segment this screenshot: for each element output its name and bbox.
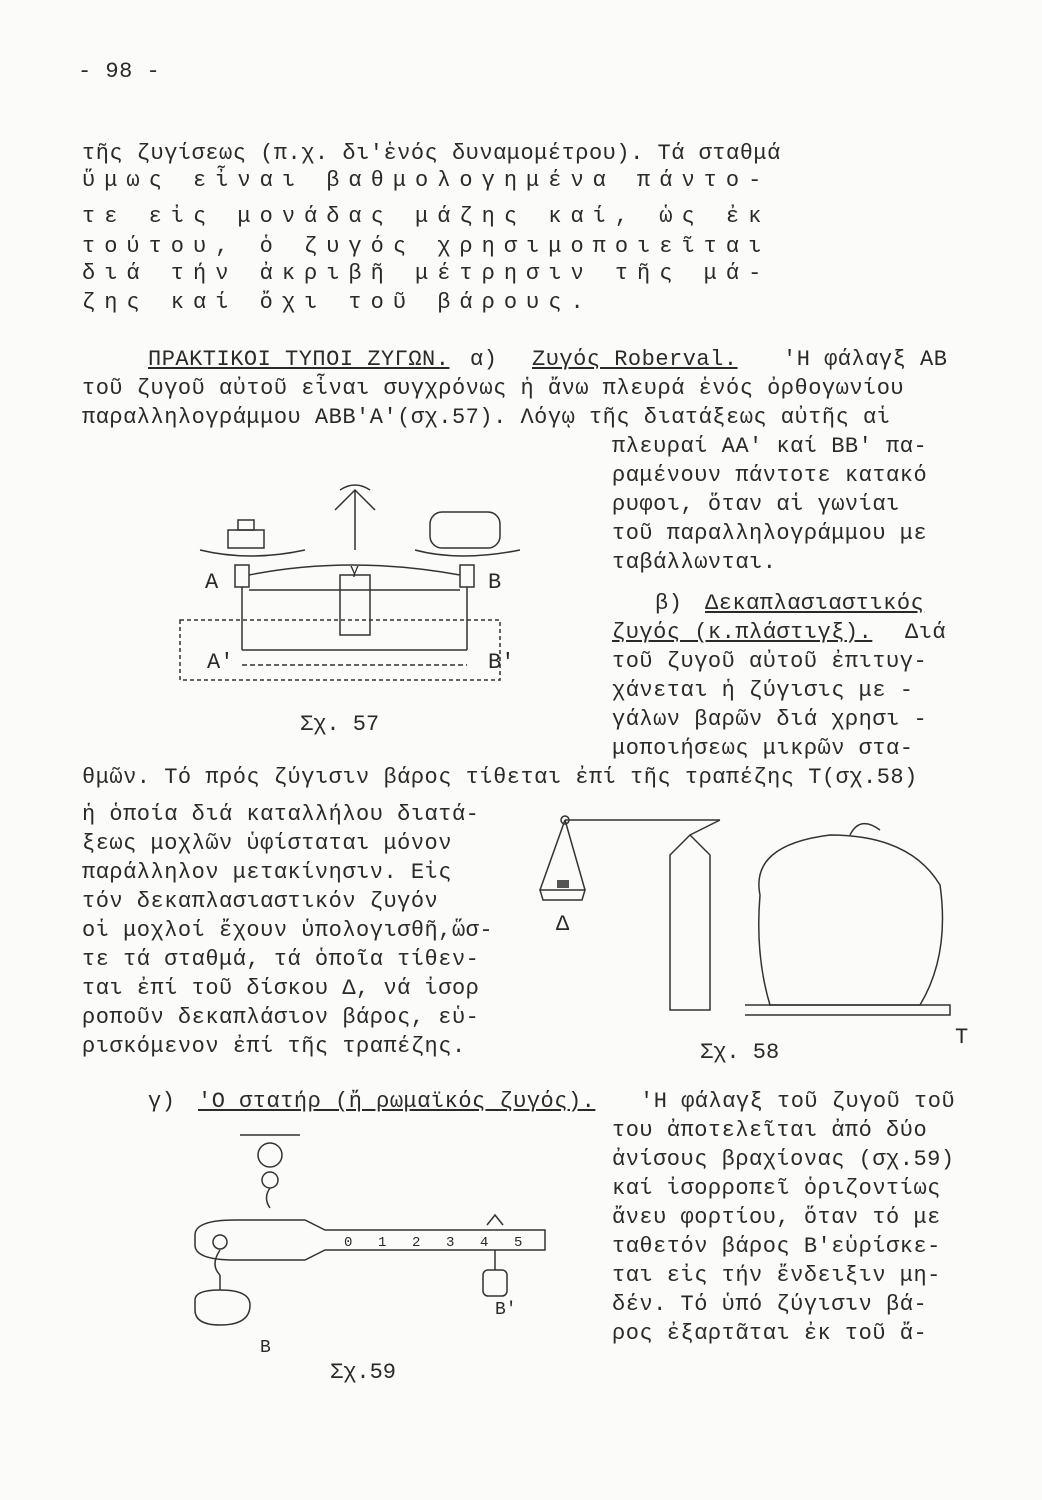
fig59-scale-3: 3: [446, 1235, 455, 1251]
fig58-label-tau: Τ: [955, 1025, 969, 1050]
left-col2-line-8: ροποῦν δεκαπλάσιον βάρος, εὑ-: [82, 1005, 480, 1030]
right-col3-line-6: ται εἰς τήν ἔνδειξιν μη-: [612, 1263, 941, 1288]
para1-line-4: τούτου, ὁ ζυγός χρησιμοποιεῖται: [82, 234, 771, 259]
dec-line-1: Διά: [905, 620, 947, 645]
dec-title-1: Δεκαπλασιαστικός: [705, 591, 925, 616]
dec-title-2: ζυγός (κ.πλάστιγξ).: [612, 620, 873, 645]
dec-line-2: τοῦ ζυγοῦ αὐτοῦ ἐπιτυγ-: [612, 649, 928, 674]
right-col3-line-1: του ἀποτελεῖται ἀπό δύο: [612, 1118, 928, 1143]
fig57-caption: Σχ. 57: [300, 712, 380, 737]
dec-prefix: β): [655, 591, 683, 616]
left-col2-line-4: τόν δεκαπλασιαστικόν ζυγόν: [82, 889, 439, 914]
left-col2-line-7: ται ἐπί τοῦ δίσκου Δ, νά ἰσορ: [82, 976, 480, 1001]
fig59-scale-2: 2: [412, 1235, 421, 1251]
para1-line-2: ὕμως εἶναι βαθμολογημένα πάντο-: [82, 168, 771, 193]
fig59-scale-1: 1: [378, 1235, 387, 1251]
fig59-scale-0: 0: [344, 1235, 353, 1251]
roberval-prefix: α): [470, 347, 498, 372]
right-col3-line-7: δέν. Τό ὑπό ζύγισιν βά-: [612, 1292, 928, 1317]
fig59-label-b: Β: [260, 1338, 271, 1358]
section-heading: ΠΡΑΚΤΙΚΟΙ ΤΥΠΟΙ ΖΥΓΩΝ.: [148, 347, 450, 372]
para1-line-6: ζης καί ὄχι τοῦ βάρους.: [82, 290, 593, 315]
fig58-label-delta: Δ: [556, 912, 570, 937]
roberval-line-2: τοῦ ζυγοῦ αὐτοῦ εἶναι συγχρόνως ἡ ἄνω πλευρά ἑνός ὀρθογωνίου: [82, 376, 905, 401]
left-col2-line-3: παράλληλον μετακίνησιν. Εἰς: [82, 860, 452, 885]
statir-title: 'Ο στατήρ (ἤ ρωμαϊκός ζυγός).: [198, 1089, 596, 1114]
full-line: θμῶν. Τό πρός ζύγισιν βάρος τίθεται ἐπί τῆς τραπέζης Τ(σχ.58): [82, 765, 918, 790]
roberval-line-3: παραλληλογράμμου ΑΒΒ'Α'(σχ.57). Λόγῳ τῆς διατάξεως αὐτῆς αἱ: [82, 405, 891, 430]
fig59-caption: Σχ.59: [330, 1360, 397, 1385]
right-col1-line-3: ρυφοι, ὅταν αἱ γωνίαι: [612, 492, 900, 517]
left-col2-line-2: ξεως μοχλῶν ὑφίσταται μόνον: [82, 831, 452, 856]
right-col3-line-4: ἄνευ φορτίου, ὅταν τό με: [612, 1205, 941, 1230]
fig57-label-gamma: γ: [350, 562, 360, 579]
para1-line-3: τε εἰς μονάδας μάζης καί, ὡς ἐκ: [82, 204, 771, 229]
statir-prefix: γ): [148, 1089, 176, 1114]
fig59-scale-5: 5: [514, 1235, 523, 1251]
dec-line-4: γάλων βαρῶν διά χρησι -: [612, 707, 928, 732]
left-col2-line-6: τε τά σταθμά, τά ὁποῖα τίθεν-: [82, 947, 480, 972]
right-col1-line-5: ταβάλλωνται.: [612, 550, 777, 575]
fig59-scale-4: 4: [480, 1235, 489, 1251]
fig59-label-b-prime: Β': [495, 1300, 517, 1320]
fig57-label-b-prime: Β': [488, 650, 515, 675]
figure-58-decimal-balance: [530, 805, 970, 1035]
roberval-title: Ζυγός Roberval.: [532, 347, 738, 372]
para1-line-1: τῆς ζυγίσεως (π.χ. δι'ἑνός δυναμομέτρου). Τά σταθμά: [82, 141, 781, 166]
left-col2-line-1: ἡ ὁποία διά καταλλήλου διατά-: [82, 802, 480, 827]
right-col3-line-8: ρος ἐξαρτᾶται ἐκ τοῦ ἄ-: [612, 1321, 928, 1346]
fig57-label-b: Β: [488, 570, 502, 595]
right-col3-line-3: καί ἰσορροπεῖ ὁριζοντίως: [612, 1176, 941, 1201]
dec-line-5: μοποιήσεως μικρῶν στα-: [612, 736, 914, 761]
statir-line-1: 'Η φάλαγξ τοῦ ζυγοῦ τοῦ: [640, 1089, 956, 1114]
right-col1-line-4: τοῦ παραλληλογράμμου με: [612, 521, 928, 546]
fig58-caption: Σχ. 58: [700, 1040, 780, 1065]
para1-line-5: διά τήν ἀκριβῆ μέτρησιν τῆς μά-: [82, 261, 771, 286]
left-col2-line-5: οἱ μοχλοί ἔχουν ὑπολογισθῆ,ὥσ-: [82, 918, 494, 943]
right-col1-line-1: πλευραί ΑΑ' καί ΒΒ' πα-: [612, 434, 928, 459]
roberval-line-1: 'Η φάλαγξ ΑΒ: [783, 347, 948, 372]
fig57-label-a-prime: Α': [207, 650, 234, 675]
dec-line-3: χάνεται ἡ ζύγισις με -: [612, 678, 914, 703]
right-col3-line-5: ταθετόν βάρος Β'εὑρίσκε-: [612, 1234, 941, 1259]
right-col1-line-2: ραμένουν πάντοτε κατακό: [612, 463, 928, 488]
right-col3-line-2: ἀνίσους βραχίονας (σχ.59): [612, 1147, 955, 1172]
fig57-label-a: Α: [205, 570, 219, 595]
left-col2-line-9: ρισκόμενον ἐπί τῆς τραπέζης.: [82, 1034, 466, 1059]
page-number: - 98 -: [78, 59, 161, 84]
